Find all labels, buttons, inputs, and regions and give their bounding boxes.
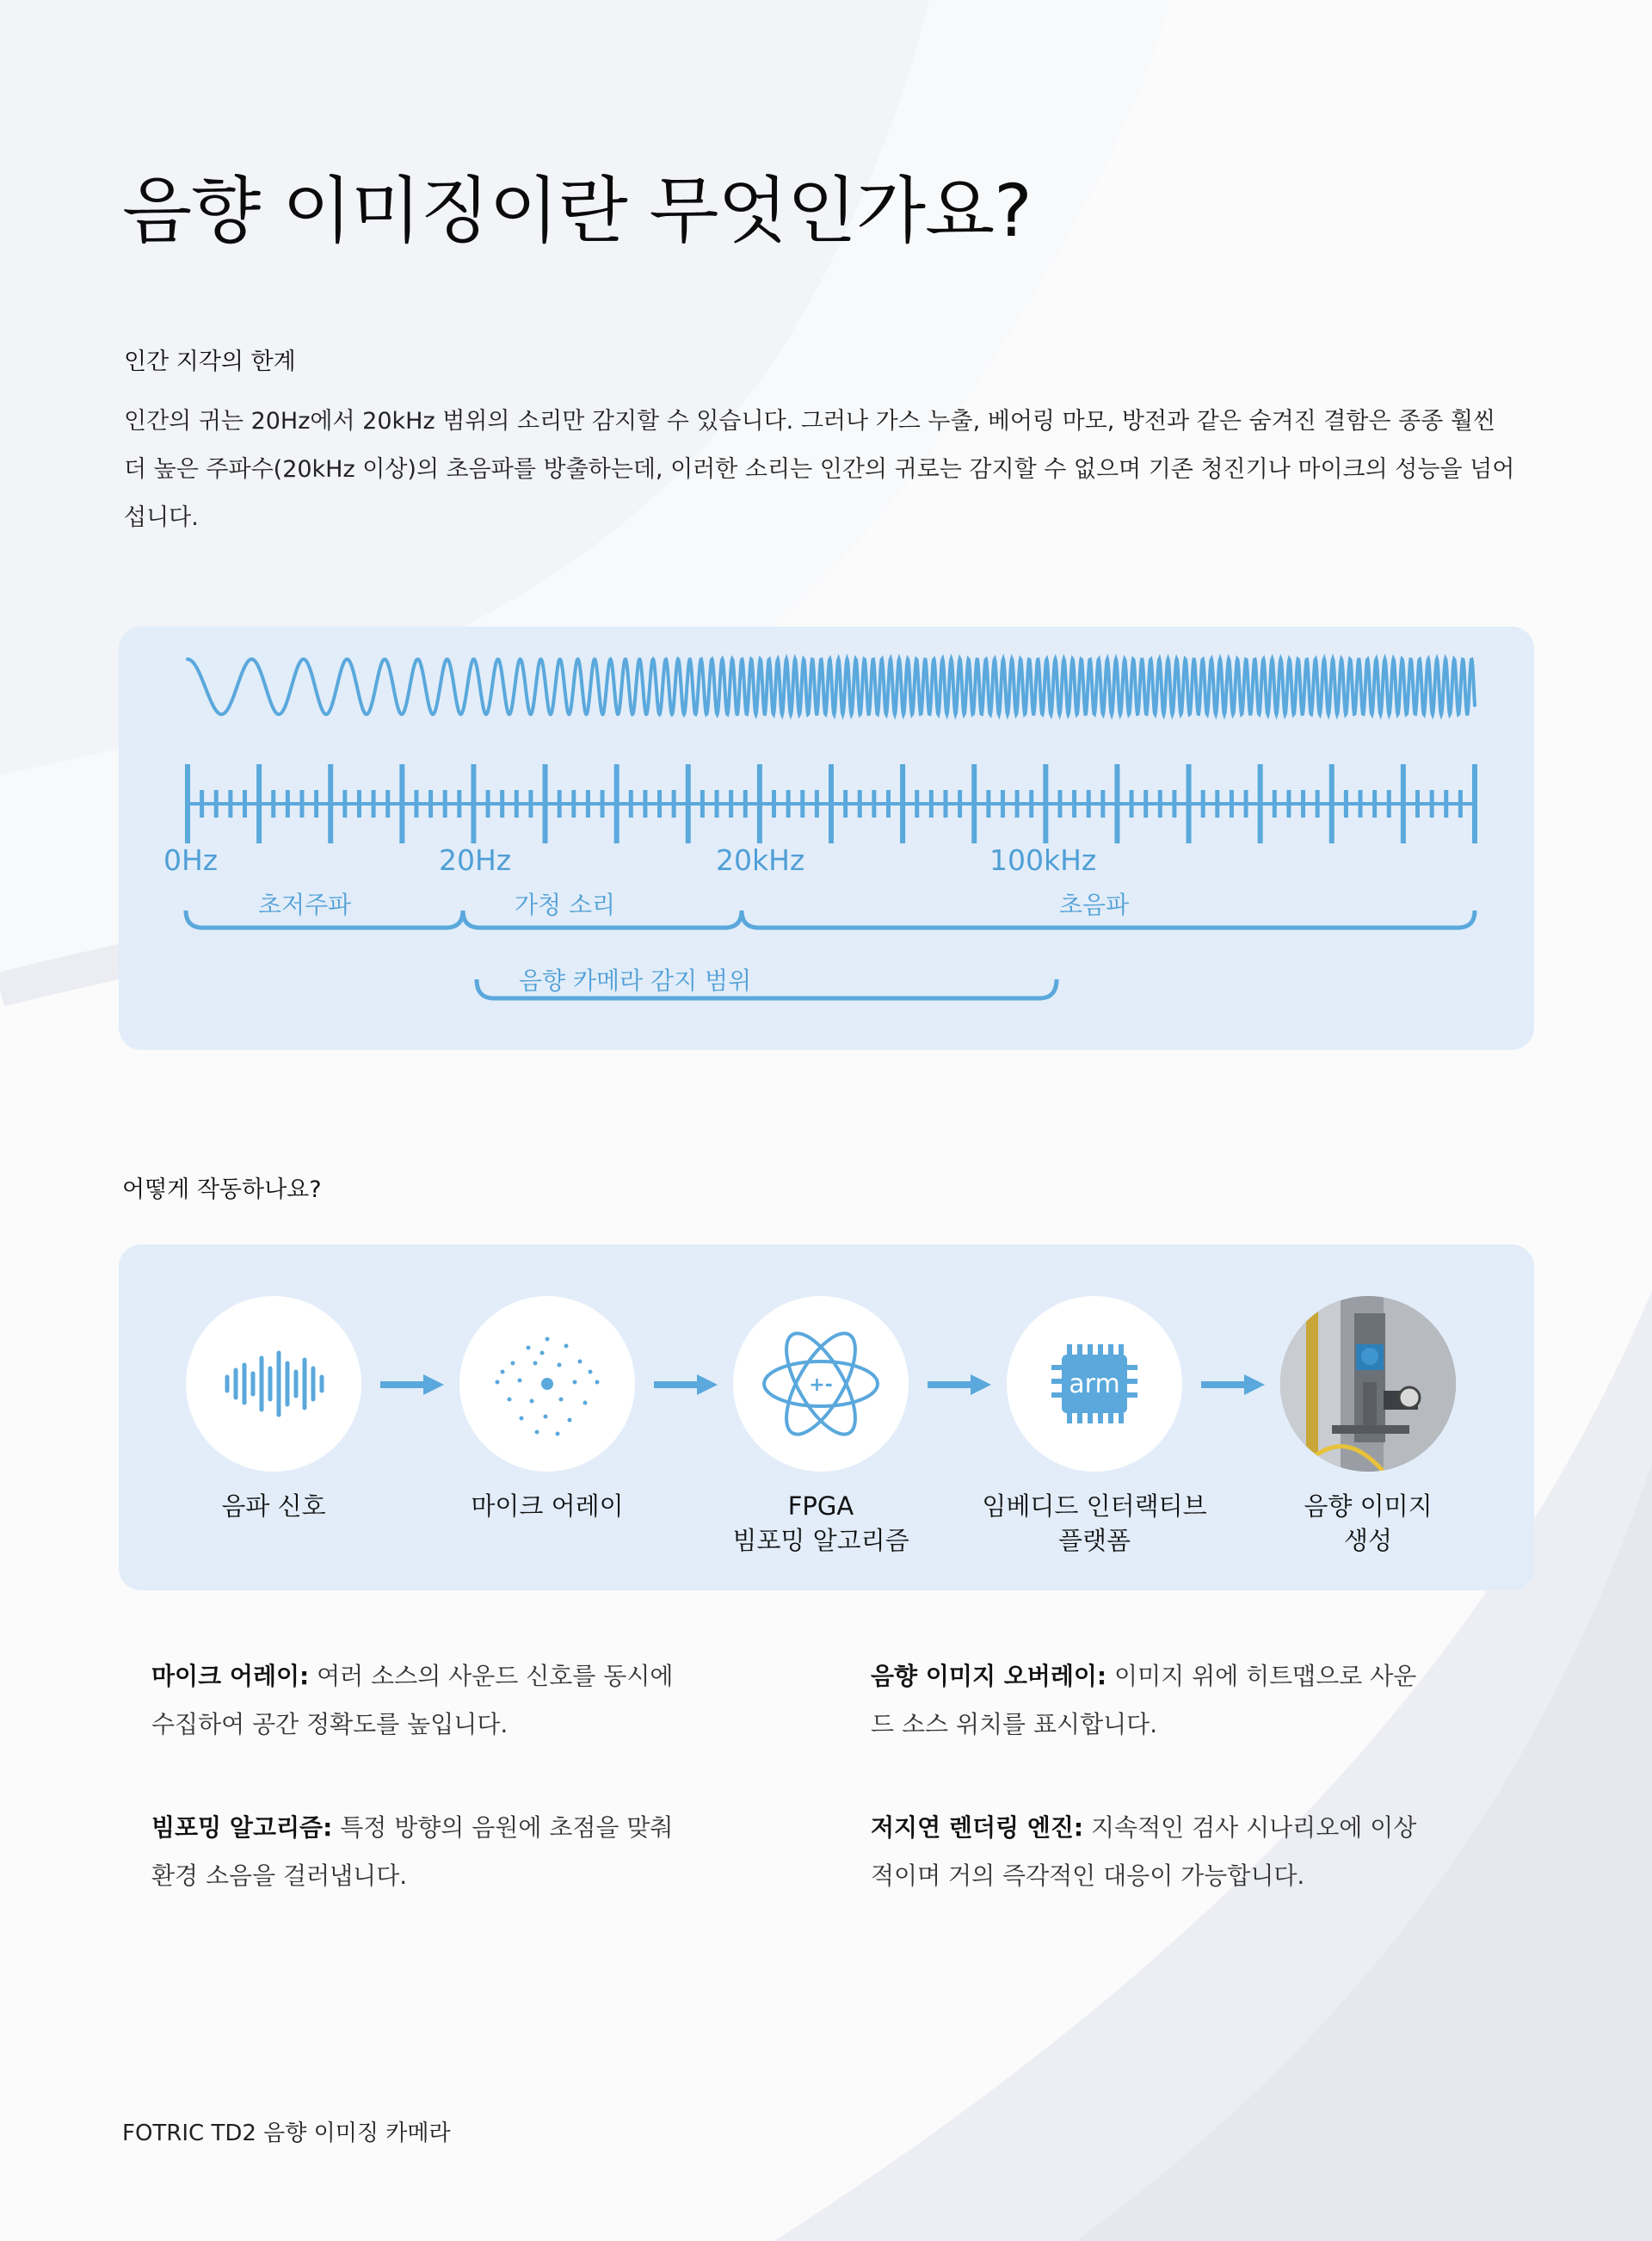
feature-beamforming bbox=[151, 1804, 702, 1900]
feature-desc: 지속적인 검사 시나리오에 이상적이며 거의 즉각적인 대응이 가능합니다. bbox=[871, 1813, 1417, 1890]
intro-heading: 인간 지각의 한계 bbox=[124, 349, 296, 375]
step-label-sound: 음파 신호 bbox=[221, 1491, 326, 1521]
page-title: 음향 이미징이란 무엇인가요? bbox=[122, 169, 1032, 253]
sound-wave-icon bbox=[186, 1296, 361, 1472]
workflow-panel bbox=[119, 1244, 1534, 1590]
arrow-right-icon bbox=[926, 1372, 993, 1398]
step-circle-arm bbox=[1007, 1296, 1182, 1472]
step-circle-fpga bbox=[733, 1296, 909, 1472]
feature-term: 음향 이미지 오버레이: bbox=[871, 1662, 1107, 1690]
feature-image-overlay bbox=[871, 1652, 1421, 1749]
camera-range-label: 음향 카메라 감지 범위 bbox=[519, 966, 752, 995]
feature-mic-array bbox=[151, 1652, 702, 1749]
arm-chip-icon bbox=[1007, 1296, 1182, 1472]
band-label-audible: 가청 소리 bbox=[515, 891, 616, 919]
step-circle-mic-array bbox=[459, 1296, 635, 1472]
arrow-right-icon bbox=[379, 1372, 446, 1398]
arrow-right-icon bbox=[652, 1372, 719, 1398]
microphone-array-icon bbox=[459, 1296, 635, 1472]
step-circle-sound bbox=[186, 1296, 361, 1472]
intro-body: 인간의 귀는 20Hz에서 20kHz 범위의 소리만 감지할 수 있습니다. 그러나 가스 누출, 베어링 마모, 방전과 같은 숨겨진 결함은 종종 훨씬 더 높은 주파수(20kHz 이상)의 초음파를 방출하는데, 이러한 소리는 인간의 귀로는 감지할 수 없으며 기존 청진기나 마이크의 성능을 넘어섭니다. bbox=[124, 408, 1515, 531]
freq-label-0hz: 0Hz bbox=[163, 843, 219, 877]
industrial-equipment-photo bbox=[1280, 1296, 1456, 1472]
footer-text: FOTRIC TD2 음향 이미징 카메라 bbox=[122, 2121, 451, 2146]
feature-desc: 여러 소스의 사운드 신호를 동시에 수집하여 공간 정확도를 높입니다. bbox=[151, 1662, 674, 1738]
step-label-embedded: 임베디드 인터랙티브 플랫폼 bbox=[982, 1491, 1207, 1555]
step-label-acoustic-image: 음향 이미지 생성 bbox=[1304, 1491, 1433, 1555]
arm-chip-text: arm bbox=[1069, 1369, 1120, 1399]
band-label-ultrasound: 초음파 bbox=[1059, 891, 1130, 919]
freq-label-100khz: 100kHz bbox=[989, 843, 1097, 877]
workflow-heading: 어떻게 작동하나요? bbox=[122, 1176, 322, 1203]
frequency-ruler bbox=[188, 764, 1475, 843]
band-label-infrasound: 초저주파 bbox=[258, 891, 352, 919]
feature-term: 빔포밍 알고리즘: bbox=[151, 1813, 333, 1842]
frequency-spectrum-diagram bbox=[119, 627, 1534, 1050]
step-label-mic-array: 마이크 어레이 bbox=[471, 1491, 624, 1521]
feature-term: 저지연 렌더링 엔진: bbox=[871, 1813, 1084, 1842]
frequency-wave bbox=[188, 659, 1475, 714]
feature-desc: 특정 방향의 음원에 초점을 맞춰 환경 소음을 걸러냅니다. bbox=[151, 1813, 674, 1890]
frequency-spectrum-panel bbox=[119, 627, 1534, 1050]
step-label-fpga: FPGA 빔포밍 알고리즘 bbox=[732, 1491, 909, 1555]
freq-label-20hz: 20Hz bbox=[439, 843, 512, 877]
feature-low-latency bbox=[871, 1804, 1421, 1900]
atom-icon bbox=[733, 1296, 909, 1472]
acoustic-image-photo bbox=[1280, 1296, 1456, 1472]
freq-label-20khz: 20kHz bbox=[716, 843, 805, 877]
feature-desc: 이미지 위에 히트맵으로 사운드 소스 위치를 표시합니다. bbox=[871, 1662, 1417, 1738]
feature-term: 마이크 어레이: bbox=[151, 1662, 310, 1690]
arrow-right-icon bbox=[1199, 1372, 1267, 1398]
svg-text:+-: +- bbox=[809, 1374, 833, 1396]
